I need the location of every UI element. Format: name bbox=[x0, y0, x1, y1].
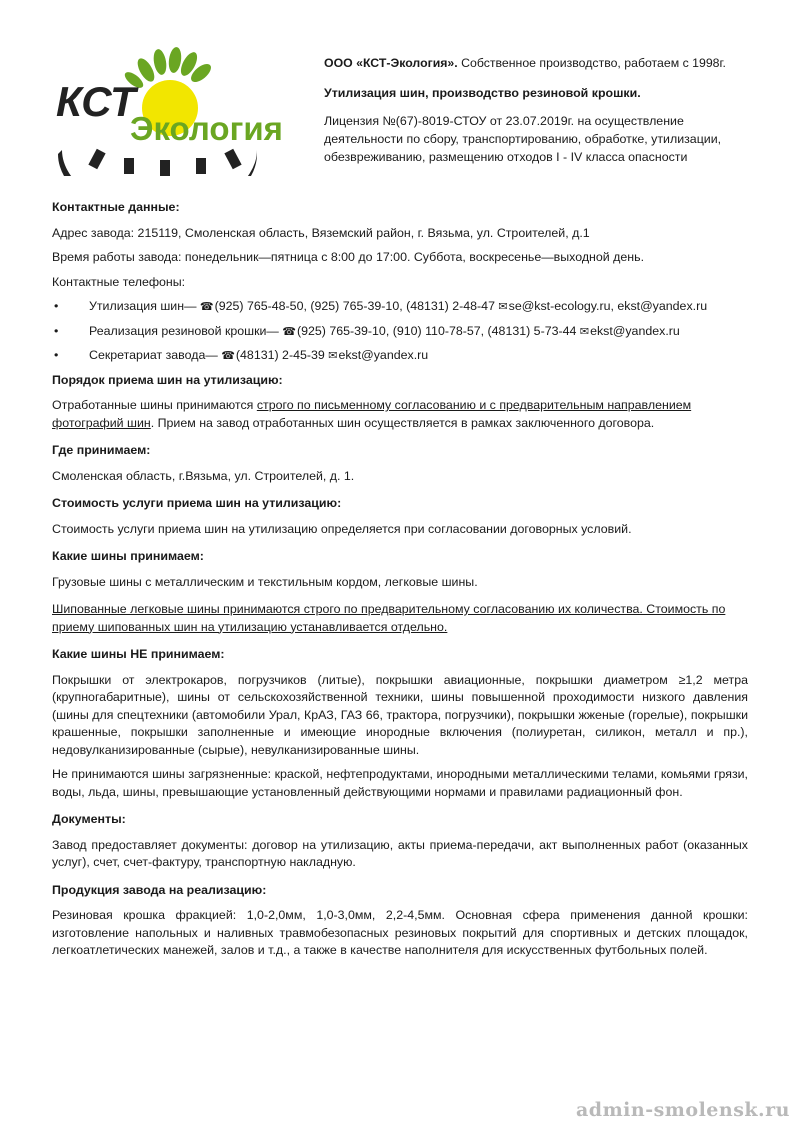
documents-text: Завод предоставляет документы: договор на утилизацию, акты приема-передачи, акт выполненных работ (оказанных услуг), счет, счет-фактуру, транспортную накладную. bbox=[52, 837, 748, 869]
studded-text: Шипованные легковые шины принимаются строго по предварительному согласованию их количества. Стоимость по приему шипованных шин на утилизацию устанавливается отдельно. bbox=[52, 602, 726, 634]
where-text: Смоленская область, г.Вязьма, ул. Строителей, д. 1. bbox=[52, 468, 355, 483]
address-text: Адрес завода: 215119, Смоленская область, Вяземский район, г. Вязьма, ул. Строителей, д.1 bbox=[52, 225, 590, 240]
cost-heading: Стоимость услуги приема шин на утилизацию: bbox=[52, 496, 342, 510]
list-item bbox=[52, 323, 748, 341]
subtitle: Утилизация шин, производство резиновой крошки. bbox=[324, 86, 641, 100]
accepted-text: Грузовые шины с металлическим и текстильным кордом, легковые шины. bbox=[52, 574, 478, 589]
contact-label: Секретариат завода— bbox=[89, 348, 222, 362]
contact-phones: (48131) 2-45-39 bbox=[235, 348, 329, 362]
org-line bbox=[324, 54, 754, 72]
license-text: Лицензия №(67)-8019-СТОУ от 23.07.2019г. на осуществление деятельности по сбору, транспортированию, обработке, утилизации, обезвреживанию, размещению отходов I - IV класса опасности bbox=[324, 114, 722, 164]
phone-icon: ☎ bbox=[221, 349, 235, 362]
contact-emails[interactable]: se@kst-ecology.ru, ekst@yandex.ru bbox=[508, 299, 708, 313]
list-item bbox=[52, 298, 748, 316]
contacts-heading: Контактные данные: bbox=[52, 200, 180, 214]
hours-text: Время работы завода: понедельник—пятница с 8:00 до 17:00. Суббота, воскресенье—выходной день. bbox=[52, 250, 645, 264]
documents-heading: Документы: bbox=[52, 812, 126, 826]
where-heading: Где принимаем: bbox=[52, 443, 151, 457]
order-text bbox=[52, 397, 748, 432]
company-header bbox=[324, 54, 754, 166]
envelope-icon: ✉ bbox=[328, 349, 338, 362]
not-accepted-heading: Какие шины НЕ принимаем: bbox=[52, 647, 225, 661]
order-text-a: Отработанные шины принимаются bbox=[52, 398, 257, 412]
order-text-underlined: строго по письменному согласованию и с предварительным направлением фотографий шин bbox=[52, 398, 692, 430]
logo-ecology-text: Экология bbox=[130, 110, 283, 147]
org-tail: Собственное производство, работаем с 1998г. bbox=[457, 56, 726, 70]
document-body bbox=[52, 199, 748, 967]
not-accepted-text-1: Покрышки от электрокаров, погрузчиков (литые), покрышки авиационные, покрышки диаметром ≥1,2 метра (крупногабаритные), шины от сельскохозяйственной техники, шины повышенной проходимости низкого давления (шины для спецтехники (автомобили Урал, КрАЗ, ГАЗ 66, трактора, погрузчики), покрышки жженые (горелые), покрышки крашенные, покрышки заполненные и имеющие инородные включения (полиуретан, силикон, металл и пр.), недовулканизированные (сырые), невулканизированные шины. bbox=[52, 672, 748, 757]
contacts-list bbox=[52, 298, 748, 365]
order-text-b: . Прием на завод отработанных шин осуществляется в рамках заключенного договора. bbox=[150, 415, 655, 430]
watermark: admin-smolensk.ru bbox=[575, 1099, 790, 1121]
order-heading: Порядок приема шин на утилизацию: bbox=[52, 372, 283, 387]
not-accepted-text-2: Не принимаются шины загрязненные: краской, нефтепродуктами, инородными металлическими телами, комьями грязи, воды, льда, шины, превышающие установленный действующими нормами и правилами радиационный фон. bbox=[52, 767, 748, 799]
contact-phones: (925) 765-48-50, (925) 765-39-10, (48131) 2-48-47 bbox=[214, 299, 499, 313]
logo-kst-text: КСТ bbox=[56, 78, 136, 125]
phones-label: Контактные телефоны: bbox=[52, 274, 186, 289]
contact-emails[interactable]: ekst@yandex.ru bbox=[338, 348, 429, 362]
envelope-icon: ✉ bbox=[498, 300, 508, 313]
accepted-heading: Какие шины принимаем: bbox=[52, 549, 204, 563]
contact-label: Реализация резиновой крошки— bbox=[89, 323, 283, 338]
products-heading: Продукция завода на реализацию: bbox=[52, 882, 267, 897]
kst-ecology-logo bbox=[52, 46, 302, 176]
products-text: Резиновая крошка фракцией: 1,0-2,0мм, 1,0-3,0мм, 2,2-4,5мм. Основная сфера применения данной крошки: изготовление напольных и наливных травмобезопасных резиновых покрытий для спортивных и детских площадок, легкоатлетических манежей, залов и т.д., а также в качестве наполнителя для искусственных футбольных полей. bbox=[52, 908, 748, 957]
phone-icon: ☎ bbox=[199, 300, 214, 313]
org-name: ООО «КСТ-Экология». bbox=[324, 56, 458, 70]
envelope-icon: ✉ bbox=[579, 324, 590, 338]
cost-text: Стоимость услуги приема шин на утилизацию определяется при согласовании договорных условий. bbox=[52, 521, 632, 536]
list-item bbox=[52, 347, 748, 365]
contact-phones: (925) 765-39-10, (910) 110-78-57, (48131) 5-73-44 bbox=[296, 323, 580, 338]
contact-label: Утилизация шин— bbox=[89, 299, 200, 313]
phone-icon: ☎ bbox=[282, 324, 296, 338]
contact-emails[interactable]: ekst@yandex.ru bbox=[590, 323, 680, 338]
gear-icon bbox=[58, 149, 257, 176]
